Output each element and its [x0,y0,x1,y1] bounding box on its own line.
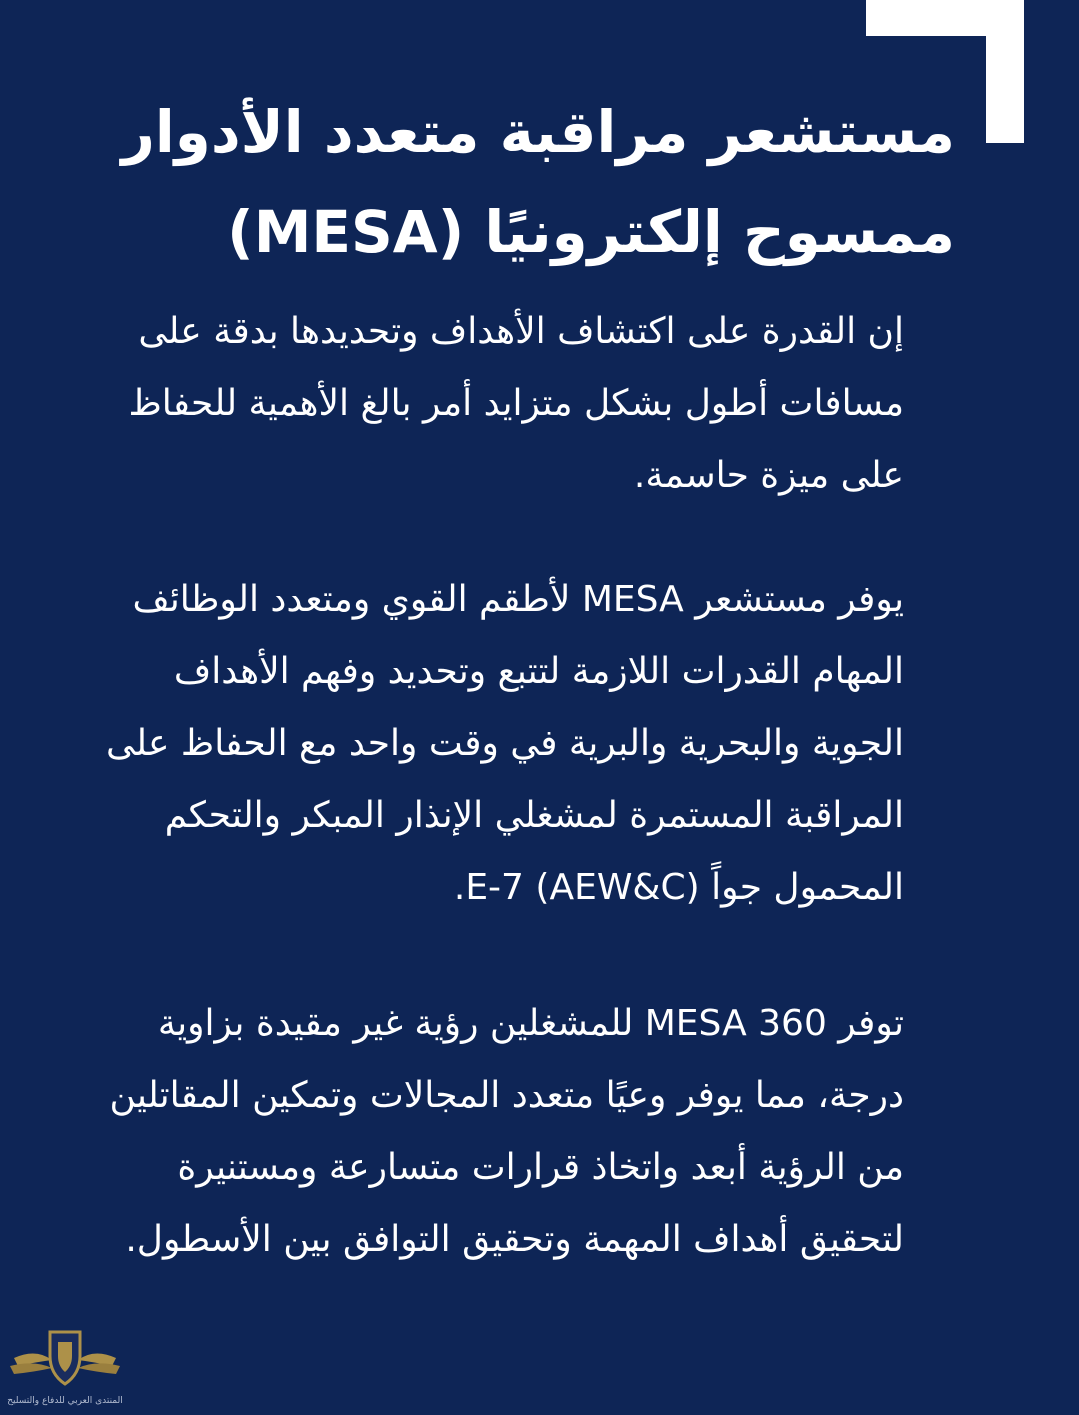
page-title [55,82,955,282]
title-line-1: مستشعر مراقبة متعدد الأدوار [121,98,955,166]
paragraph-line: المحمول جواً E-7 (AEW&C). [453,867,904,908]
title-line-2: ممسوح إلكترونيًا (MESA) [227,198,955,266]
watermark-logo [6,1318,124,1410]
paragraph-line: مسافات أطول بشكل متزايد أمر بالغ الأهمية للحفاظ [128,383,904,424]
watermark-text: المنتدى العربي للدفاع والتسليح [7,1396,123,1406]
paragraph-line: الجوية والبحرية والبرية في وقت واحد مع الحفاظ على [106,723,904,764]
paragraph-line: المهام القدرات اللازمة لتتبع وتحديد وفهم الأهداف [173,651,904,692]
paragraph-line: إن القدرة على اكتشاف الأهداف وتحديدها بدقة على [138,311,904,352]
paragraph-mesa-sensor [44,564,904,924]
paragraph-line: لتحقيق أهداف المهمة وتحقيق التوافق بين الأسطول. [125,1219,904,1260]
paragraph-line: درجة، مما يوفر وعيًا متعدد المجالات وتمكين المقاتلين [109,1075,904,1116]
corner-bracket-side [986,0,1024,143]
paragraph-line: توفر MESA 360 للمشغلين رؤية غير مقيدة بزاوية [157,1003,904,1044]
paragraph-line: من الرؤية أبعد واتخاذ قرارات متسارعة ومستنيرة [177,1147,904,1188]
paragraph-line: المراقبة المستمرة لمشغلي الإنذار المبكر والتحكم [164,795,904,836]
paragraph-line: على ميزة حاسمة. [633,455,904,496]
paragraph-intro [44,296,904,512]
paragraph-line: يوفر مستشعر MESA لأطقم القوي ومتعدد الوظائف [132,579,904,620]
shield-wings-logo-icon [6,1318,124,1396]
paragraph-mesa-360 [44,988,904,1276]
